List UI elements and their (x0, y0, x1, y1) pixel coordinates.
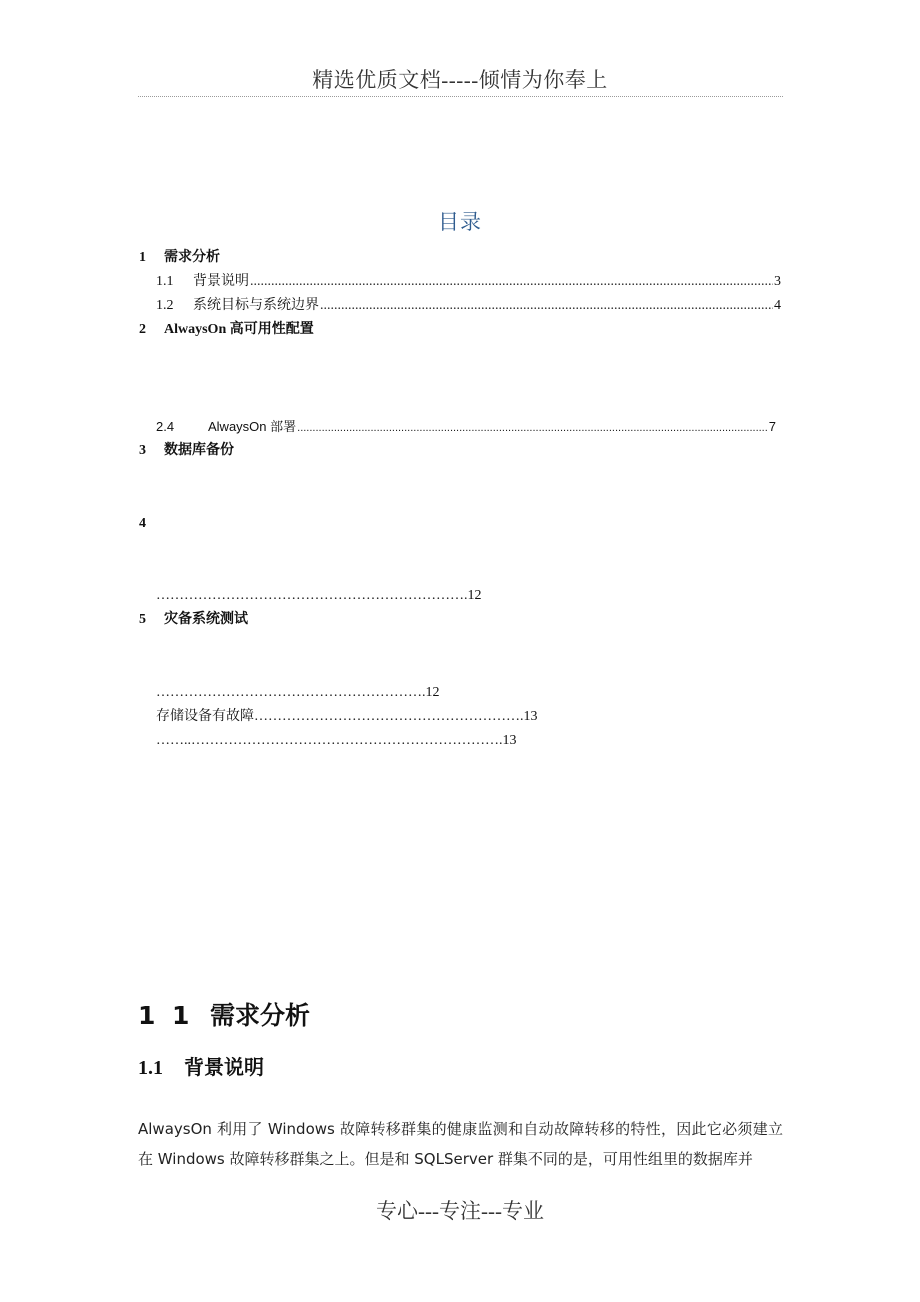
toc-entry-number: 2 (139, 322, 146, 337)
toc-entry-3[interactable] (139, 442, 234, 460)
body-paragraph: AlwaysOn 利用了 Windows 故障转移群集的健康监测和自动故障转移的特性，因此它必须建立在 Windows 故障转移群集之上。但是和 SQLServer 群集不同的是，可用性组里的数据库并 (138, 1120, 783, 1168)
toc-entry-number: 4 (139, 516, 146, 531)
toc-entry-1-1[interactable] (156, 273, 781, 291)
toc-entry-label: 存储设备有故障…………………………………………………. (156, 709, 524, 724)
toc-entry-sub-b[interactable] (156, 684, 440, 702)
toc-entry-number: 2.4 (156, 419, 175, 434)
toc-entry-page: 7 (768, 419, 776, 434)
heading-text: 需求分析 (210, 1001, 311, 1030)
toc-entry-label: 灾备系统测试 (164, 612, 248, 627)
toc-entry-1-2[interactable] (156, 297, 781, 315)
toc-entry-2-4[interactable] (156, 418, 776, 437)
toc-entry-label: 需求分析 (164, 250, 220, 265)
toc-entry-label: …………………………………………………………. (156, 588, 468, 603)
header-divider (138, 96, 783, 97)
toc-title: 目录 (438, 210, 482, 234)
toc-entry-page: 13 (523, 709, 538, 724)
toc-entry-page: 12 (467, 588, 482, 603)
toc-entry-2[interactable] (139, 321, 314, 339)
toc-entry-label: AlwaysOn 高可用性配置 (164, 322, 314, 337)
section-heading-1 (138, 996, 310, 1032)
heading-number: 1.1 (138, 1057, 163, 1079)
toc-entry-number: 1.1 (156, 274, 174, 289)
toc-entry-page: 3 (774, 274, 781, 289)
toc-leader-dots (320, 297, 773, 315)
toc-entry-label: 系统目标与系统边界 (193, 298, 319, 313)
toc-entry-number: 5 (139, 612, 146, 627)
toc-entry-1[interactable] (139, 249, 220, 267)
page-footer: 专心---专注---专业 (376, 1199, 544, 1223)
toc-entry-page: 12 (425, 685, 440, 700)
heading-number: 1 (138, 1001, 156, 1030)
toc-entry-sub-d[interactable] (156, 732, 517, 750)
toc-leader-dots (250, 273, 773, 291)
toc-entry-sub-a[interactable] (156, 587, 482, 605)
heading-text: 背景说明 (184, 1055, 264, 1079)
toc-entry-label: 背景说明 (193, 274, 249, 289)
toc-entry-label: …………………………………………………. (156, 685, 426, 700)
toc-entry-page: 4 (774, 298, 781, 313)
toc-entry-sub-c[interactable] (156, 708, 538, 726)
toc-entry-page: 13 (502, 733, 517, 748)
toc-leader-dots (297, 419, 768, 437)
toc-entry-number: 3 (139, 443, 146, 458)
page-header: 精选优质文档-----倾情为你奉上 (312, 68, 608, 92)
toc-entry-label: ……..…………………………………………………………. (156, 733, 503, 748)
toc-entry-label: AlwaysOn 部署 (208, 419, 297, 434)
toc-entry-4[interactable] (139, 515, 164, 533)
toc-entry-number: 1.2 (156, 298, 174, 313)
heading-number: 1 (172, 1001, 190, 1030)
toc-entry-5[interactable] (139, 611, 248, 629)
section-heading-1-1 (138, 1051, 264, 1080)
toc-entry-number: 1 (139, 250, 146, 265)
toc-entry-label: 数据库备份 (164, 443, 234, 458)
